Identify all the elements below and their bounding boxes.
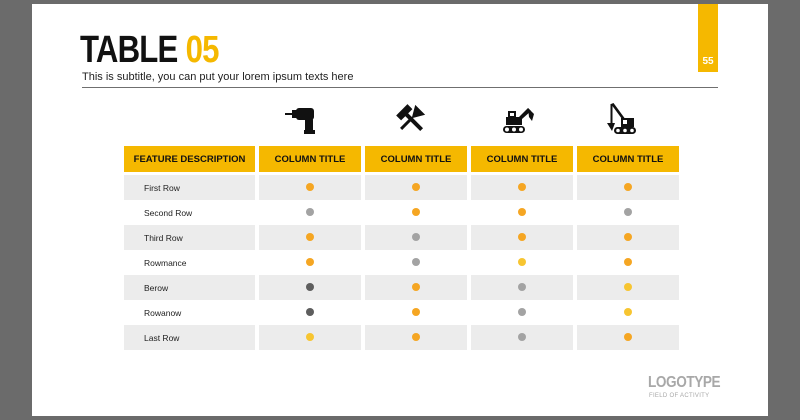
title-divider xyxy=(82,87,718,88)
subtitle: This is subtitle, you can put your lorem ipsum texts here xyxy=(82,71,354,83)
title-number: 05 xyxy=(185,29,219,71)
header-feature-description: FEATURE DESCRIPTION xyxy=(124,146,255,172)
status-dot xyxy=(518,258,526,266)
table-cell xyxy=(471,175,573,200)
table-cell xyxy=(259,300,361,325)
status-dot xyxy=(624,283,632,291)
status-dot xyxy=(518,308,526,316)
status-dot xyxy=(412,283,420,291)
status-dot xyxy=(412,233,420,241)
page-number: 55 xyxy=(702,56,714,67)
table-cell xyxy=(259,325,361,350)
table-cell xyxy=(577,275,679,300)
row-label: Second Row xyxy=(124,200,255,225)
table-body xyxy=(124,175,679,350)
table-row xyxy=(124,300,679,325)
table-cell xyxy=(471,275,573,300)
table-cell xyxy=(365,325,467,350)
status-dot xyxy=(624,183,632,191)
table-cell xyxy=(577,300,679,325)
status-dot xyxy=(306,308,314,316)
status-dot xyxy=(518,208,526,216)
table-cell xyxy=(259,225,361,250)
table-cell xyxy=(577,200,679,225)
status-dot xyxy=(306,183,314,191)
table-cell xyxy=(365,225,467,250)
table-row xyxy=(124,275,679,300)
status-dot xyxy=(518,233,526,241)
table-row xyxy=(124,200,679,225)
table-row xyxy=(124,225,679,250)
page-number-tab xyxy=(698,4,718,72)
table-cell xyxy=(471,325,573,350)
status-dot xyxy=(624,233,632,241)
status-dot xyxy=(624,308,632,316)
hammer-trowel-icon xyxy=(394,102,428,136)
status-dot xyxy=(306,333,314,341)
status-dot xyxy=(306,258,314,266)
table-row xyxy=(124,250,679,275)
status-dot xyxy=(412,183,420,191)
column-icons xyxy=(32,102,768,142)
status-dot xyxy=(518,333,526,341)
column-header: COLUMN TITLE xyxy=(471,146,573,172)
column-header: COLUMN TITLE xyxy=(365,146,467,172)
table-cell xyxy=(365,300,467,325)
table-cell xyxy=(577,250,679,275)
row-label: Rowanow xyxy=(124,300,255,325)
title-main: TABLE xyxy=(80,29,178,71)
logotype: LOGOTYPE xyxy=(648,374,721,391)
table-cell xyxy=(365,275,467,300)
column-header: COLUMN TITLE xyxy=(259,146,361,172)
table-cell xyxy=(259,275,361,300)
column-header: COLUMN TITLE xyxy=(577,146,679,172)
status-dot xyxy=(518,283,526,291)
status-dot xyxy=(306,283,314,291)
row-label: First Row xyxy=(124,175,255,200)
status-dot xyxy=(624,258,632,266)
table-cell xyxy=(471,200,573,225)
table-cell xyxy=(471,300,573,325)
table-cell xyxy=(471,250,573,275)
row-label: Third Row xyxy=(124,225,255,250)
row-label: Rowmance xyxy=(124,250,255,275)
row-label: Berow xyxy=(124,275,255,300)
logotype-subtitle: FIELD OF ACTIVITY xyxy=(649,393,710,399)
status-dot xyxy=(306,233,314,241)
table-cell xyxy=(365,250,467,275)
table-cell xyxy=(259,175,361,200)
status-dot xyxy=(412,258,420,266)
status-dot xyxy=(624,333,632,341)
drill-icon xyxy=(285,102,319,136)
table-cell xyxy=(259,200,361,225)
slide xyxy=(32,4,768,416)
table-cell xyxy=(577,175,679,200)
status-dot xyxy=(624,208,632,216)
page-title xyxy=(80,28,219,72)
crane-icon xyxy=(604,102,638,136)
feature-table xyxy=(120,146,683,350)
table-cell xyxy=(259,250,361,275)
table-cell xyxy=(577,225,679,250)
status-dot xyxy=(412,333,420,341)
table-cell xyxy=(577,325,679,350)
status-dot xyxy=(306,208,314,216)
table-cell xyxy=(365,175,467,200)
table-cell xyxy=(471,225,573,250)
status-dot xyxy=(412,208,420,216)
status-dot xyxy=(412,308,420,316)
excavator-icon xyxy=(501,102,535,136)
row-label: Last Row xyxy=(124,325,255,350)
table-row xyxy=(124,325,679,350)
table-cell xyxy=(365,200,467,225)
status-dot xyxy=(518,183,526,191)
table-row xyxy=(124,175,679,200)
